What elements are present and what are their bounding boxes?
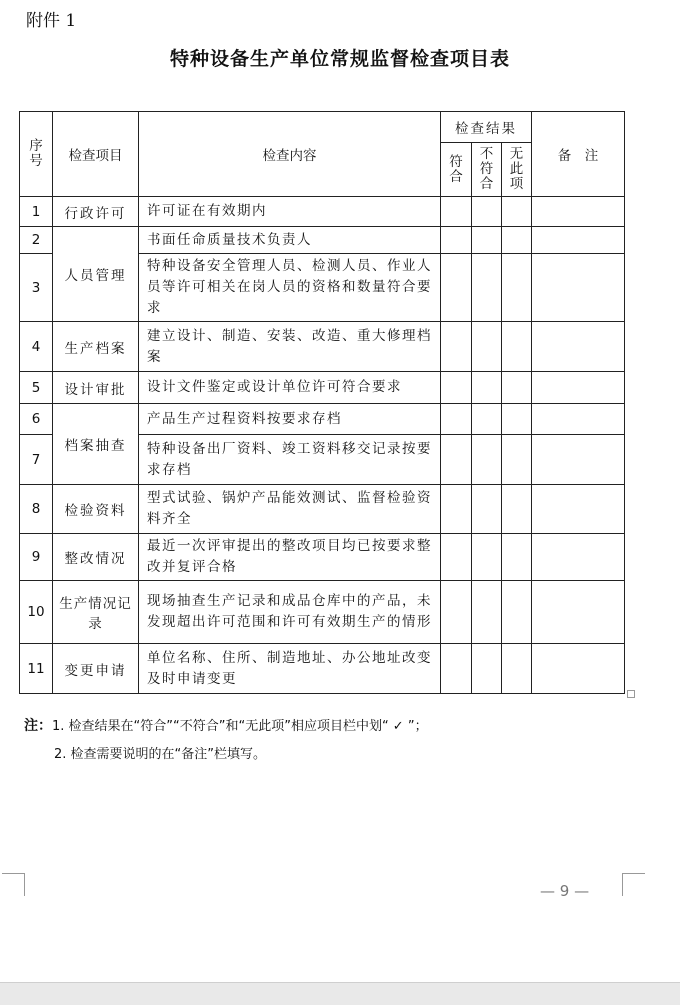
table-row (20, 485, 625, 534)
check-conform[interactable] (441, 322, 472, 372)
remark-cell[interactable] (532, 644, 625, 694)
attachment-label: 附件 1 (26, 11, 77, 31)
check-nonconform[interactable] (472, 435, 502, 485)
row-content: 特种设备出厂资料、竣工资料移交记录按要求存档 (139, 435, 441, 485)
page-corner-mark-left (2, 873, 25, 896)
table-row (20, 227, 625, 254)
check-conform[interactable] (441, 644, 472, 694)
row-item: 变更申请 (53, 644, 139, 694)
row-number: 11 (20, 644, 53, 694)
page-corner-mark-right (622, 873, 645, 896)
remark-cell[interactable] (532, 254, 625, 322)
header-conform: 符合 (441, 143, 472, 197)
check-conform[interactable] (441, 404, 472, 435)
check-conform[interactable] (441, 254, 472, 322)
remark-cell[interactable] (532, 435, 625, 485)
check-conform[interactable] (441, 581, 472, 644)
row-content: 特种设备安全管理人员、检测人员、作业人员等许可相关在岗人员的资格和数量符合要求 (139, 254, 441, 322)
check-nonconform[interactable] (472, 485, 502, 534)
row-item: 整改情况 (53, 534, 139, 581)
check-nonconform[interactable] (472, 644, 502, 694)
row-item: 设计审批 (53, 372, 139, 404)
header-result: 检查结果 (441, 112, 532, 143)
check-na[interactable] (502, 197, 532, 227)
check-conform[interactable] (441, 485, 472, 534)
inspection-table (19, 111, 625, 694)
row-number: 6 (20, 404, 53, 435)
row-number: 2 (20, 227, 53, 254)
row-content: 最近一次评审提出的整改项目均已按要求整改并复评合格 (139, 534, 441, 581)
check-nonconform[interactable] (472, 197, 502, 227)
row-content: 现场抽查生产记录和成品仓库中的产品，未发现超出许可范围和许可有效期生产的情形 (139, 581, 441, 644)
remark-cell[interactable] (532, 227, 625, 254)
row-number: 8 (20, 485, 53, 534)
check-na[interactable] (502, 322, 532, 372)
row-item: 人员管理 (53, 227, 139, 322)
row-number: 7 (20, 435, 53, 485)
row-content: 许可证在有效期内 (139, 197, 441, 227)
row-number: 1 (20, 197, 53, 227)
row-item: 检验资料 (53, 485, 139, 534)
remark-cell[interactable] (532, 322, 625, 372)
row-number: 5 (20, 372, 53, 404)
page-number: — 9 — (540, 882, 590, 900)
document-title: 特种设备生产单位常规监督检查项目表 (169, 48, 510, 70)
check-na[interactable] (502, 254, 532, 322)
check-na[interactable] (502, 644, 532, 694)
note-2: 2. 检查需要说明的在“备注”栏填写。 (54, 747, 267, 762)
page-boundary-bar (0, 982, 680, 1005)
row-number: 9 (20, 534, 53, 581)
check-nonconform[interactable] (472, 404, 502, 435)
remark-cell[interactable] (532, 404, 625, 435)
row-content: 建立设计、制造、安装、改造、重大修理档案 (139, 322, 441, 372)
check-na[interactable] (502, 485, 532, 534)
remark-cell[interactable] (532, 372, 625, 404)
check-conform[interactable] (441, 534, 472, 581)
check-nonconform[interactable] (472, 254, 502, 322)
row-content: 产品生产过程资料按要求存档 (139, 404, 441, 435)
row-content: 书面任命质量技术负责人 (139, 227, 441, 254)
table-row (20, 197, 625, 227)
notes (24, 712, 428, 769)
check-na[interactable] (502, 435, 532, 485)
row-item: 生产档案 (53, 322, 139, 372)
remark-cell[interactable] (532, 197, 625, 227)
table-row (20, 372, 625, 404)
table-row (20, 581, 625, 644)
row-number: 10 (20, 581, 53, 644)
header-na: 无此项 (502, 143, 532, 197)
row-content: 单位名称、住所、制造地址、办公地址改变及时申请变更 (139, 644, 441, 694)
check-na[interactable] (502, 404, 532, 435)
check-conform[interactable] (441, 372, 472, 404)
header-content: 检查内容 (139, 112, 441, 197)
check-conform[interactable] (441, 197, 472, 227)
table-resize-handle[interactable] (627, 690, 635, 698)
row-content: 型式试验、锅炉产品能效测试、监督检验资料齐全 (139, 485, 441, 534)
remark-cell[interactable] (532, 534, 625, 581)
note-1 (24, 712, 428, 741)
check-nonconform[interactable] (472, 372, 502, 404)
row-item: 档案抽查 (53, 404, 139, 485)
remark-cell[interactable] (532, 485, 625, 534)
check-na[interactable] (502, 581, 532, 644)
table-row (20, 322, 625, 372)
header-nonconform: 不符合 (472, 143, 502, 197)
row-number: 3 (20, 254, 53, 322)
header-remark: 备 注 (532, 112, 625, 197)
row-content: 设计文件鉴定或设计单位许可符合要求 (139, 372, 441, 404)
check-na[interactable] (502, 227, 532, 254)
check-nonconform[interactable] (472, 322, 502, 372)
check-conform[interactable] (441, 227, 472, 254)
check-nonconform[interactable] (472, 581, 502, 644)
check-na[interactable] (502, 534, 532, 581)
table-row (20, 644, 625, 694)
notes-label: 注： (24, 718, 52, 734)
row-item: 生产情况记录 (53, 581, 139, 644)
row-number: 4 (20, 322, 53, 372)
check-na[interactable] (502, 372, 532, 404)
row-item: 行政许可 (53, 197, 139, 227)
table-row (20, 404, 625, 435)
check-nonconform[interactable] (472, 534, 502, 581)
header-seq: 序号 (20, 112, 53, 197)
table-row (20, 534, 625, 581)
header-item: 检查项目 (53, 112, 139, 197)
note-1-text: 1. 检查结果在“符合”“不符合”和“无此项”相应项目栏中划“ ✓ ”； (52, 719, 428, 734)
check-nonconform[interactable] (472, 227, 502, 254)
check-conform[interactable] (441, 435, 472, 485)
remark-cell[interactable] (532, 581, 625, 644)
